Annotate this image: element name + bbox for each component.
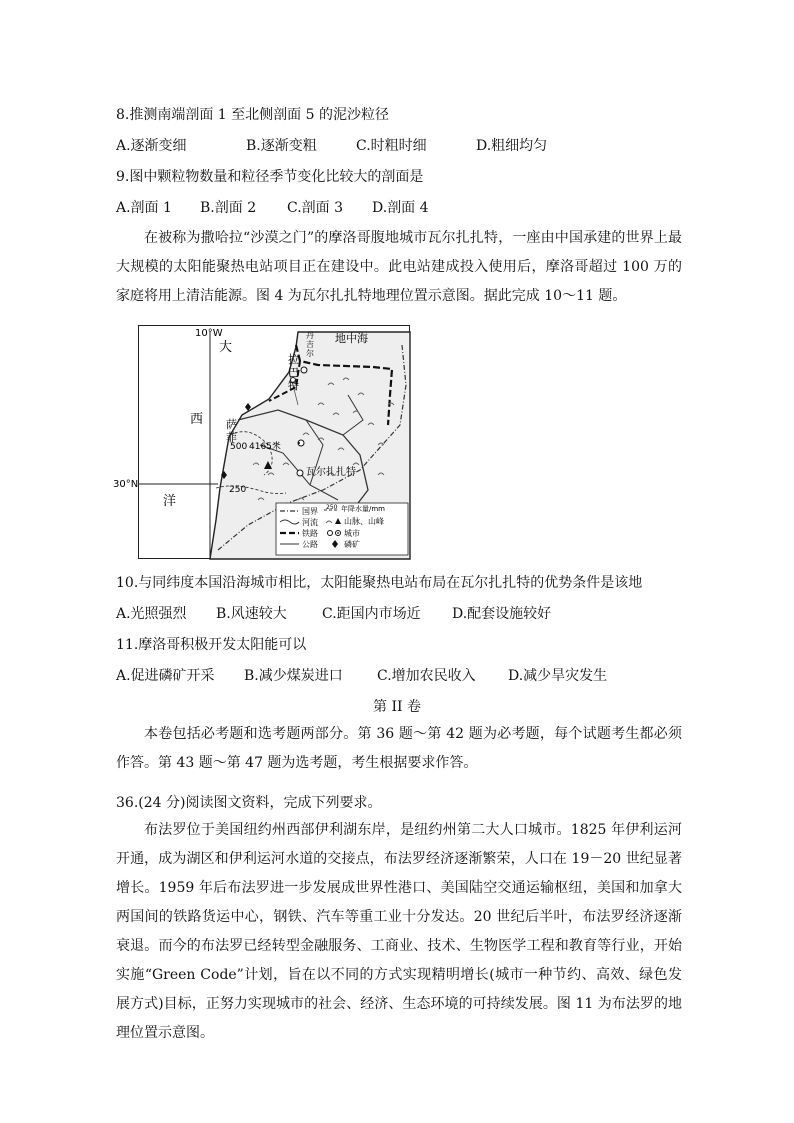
q8-stem: 8.推测南端剖面 1 至北侧剖面 5 的泥沙粒径 <box>116 107 389 123</box>
rabat-label-2: 巴 <box>288 366 299 379</box>
q11-option-d[interactable]: D.减少旱灾发生 <box>508 668 608 684</box>
peak-label: 4165米 <box>249 442 281 452</box>
strait-label-2: 吉 <box>306 340 314 349</box>
q36-passage: 布法罗位于美国纽约州西部伊利湖东岸，是纽约州第二大人口城市。1825 年伊利运河开通，成为湖区和伊利运河水道的交接点，布法罗经济逐渐繁荣，人口在 19－20 世纪显著增长。1959 年后布法罗进一步发展成世界性港口、美国陆空交通运输枢纽，美国和加拿大两国间的铁路货运中心，钢铁、汽车等重工业十分发达。20 世纪后半叶，布法罗经济逐渐衰退。而今的布法罗已经转型金融服务、工商业、技术、生物医学工程和教育等行业，开始实施“Green Code”计划，旨在以不同的方式实现精明增长(城市一种节约、高效、绿色发展方式)目标，正努力实现城市的社会、经济、生态环境的可持续发展。图 11 为布法罗的地理位置示意图。 <box>116 822 682 1041</box>
ouarzazate-location-map <box>113 325 410 559</box>
q8-option-c[interactable]: C.时粗时细 <box>356 138 427 154</box>
q8-option-a[interactable]: A.逐渐变细 <box>116 138 187 154</box>
ouarzazate-city-icon <box>297 470 303 476</box>
legend-precip: 年降水量/mm <box>341 505 385 513</box>
q10-option-d[interactable]: D.配套设施较好 <box>452 606 552 622</box>
strait-label-3: 尔 <box>306 349 314 358</box>
ouarzazate-label: 瓦尔扎扎特 <box>306 467 356 478</box>
legend-road: 公路 <box>302 540 318 549</box>
legend-river: 河流 <box>302 518 318 527</box>
q9-stem: 9.图中颗粒物数量和粒径季节变化比较大的剖面是 <box>116 169 424 185</box>
q8-options <box>116 135 547 155</box>
legend-city: 城市 <box>344 529 360 538</box>
legend-mine: 磷矿 <box>344 540 360 549</box>
q10-option-c[interactable]: C.距国内市场近 <box>322 606 421 622</box>
part2-title: 第 II 卷 <box>373 699 421 715</box>
rabat-label-3: 特 <box>288 379 299 392</box>
isohyet-250-label: 250 <box>229 485 247 495</box>
q11-options <box>116 665 607 685</box>
q9-option-b[interactable]: B.剖面 2 <box>200 200 257 216</box>
mediterranean-label: 地中海 <box>335 332 368 345</box>
legend-isohyet-num: 250 <box>326 504 338 511</box>
city-icon <box>301 367 307 373</box>
longitude-label: 10°W <box>195 328 223 339</box>
safi-label-1: 萨 <box>226 418 237 431</box>
q9-option-c[interactable]: C.剖面 3 <box>287 200 344 216</box>
part2-intro: 本卷包括必考题和选考题两部分。第 36 题～第 42 题为必考题，每个试题考生都必须作答。第 43 题～第 47 题为选考题，考生根据要求作答。 <box>116 726 682 771</box>
ocean-label-char-2: 西 <box>190 412 204 427</box>
rabat-label-1: 拉 <box>288 353 299 366</box>
q11-option-b[interactable]: B.减少煤炭进口 <box>244 668 343 684</box>
q11-option-a[interactable]: A.促进磷矿开采 <box>116 668 215 684</box>
q10-option-b[interactable]: B.风速较大 <box>216 606 287 622</box>
q11-option-c[interactable]: C.增加农民收入 <box>377 668 476 684</box>
legend-mountain: 山脉、山峰 <box>344 517 384 526</box>
legend-railway: 铁路 <box>302 529 318 538</box>
q9-option-a[interactable]: A.剖面 1 <box>116 200 172 216</box>
q36-stem: 36.(24 分)阅读图文资料，完成下列要求。 <box>116 795 382 811</box>
passage-ouarzazate: 在被称为撒哈拉“沙漠之门”的摩洛哥腹地城市瓦尔扎扎特，一座由中国承建的世界上最大规模的太阳能聚热电站项目正在建设中。此电站建成投入使用后，摩洛哥超过 100 万的家庭将用上清洁能源。图 4 为瓦尔扎扎特地理位置示意图。据此完成 10～11 题。 <box>116 230 682 304</box>
legend-border: 国界 <box>302 507 318 516</box>
ocean-label-char-1: 大 <box>219 340 233 355</box>
safi-label-2: 菲 <box>226 431 237 444</box>
ocean-label-char-3: 洋 <box>163 494 177 509</box>
isohyet-500-label: 500 <box>230 442 248 452</box>
q8-option-b[interactable]: B.逐渐变粗 <box>246 138 317 154</box>
latitude-label: 30°N <box>113 479 139 490</box>
strait-label-1: 丹 <box>306 331 314 340</box>
q8-option-d[interactable]: D.粗细均匀 <box>476 138 548 154</box>
q11-stem: 11.摩洛哥积极开发太阳能可以 <box>116 637 307 653</box>
q10-options <box>116 603 551 623</box>
map-legend <box>276 503 408 555</box>
q10-option-a[interactable]: A.光照强烈 <box>116 606 187 622</box>
q10-stem: 10.与同纬度本国沿海城市相比，太阳能聚热电站布局在瓦尔扎扎特的优势条件是该地 <box>116 575 643 591</box>
q9-option-d[interactable]: D.剖面 4 <box>372 200 429 216</box>
q9-options <box>116 197 429 217</box>
